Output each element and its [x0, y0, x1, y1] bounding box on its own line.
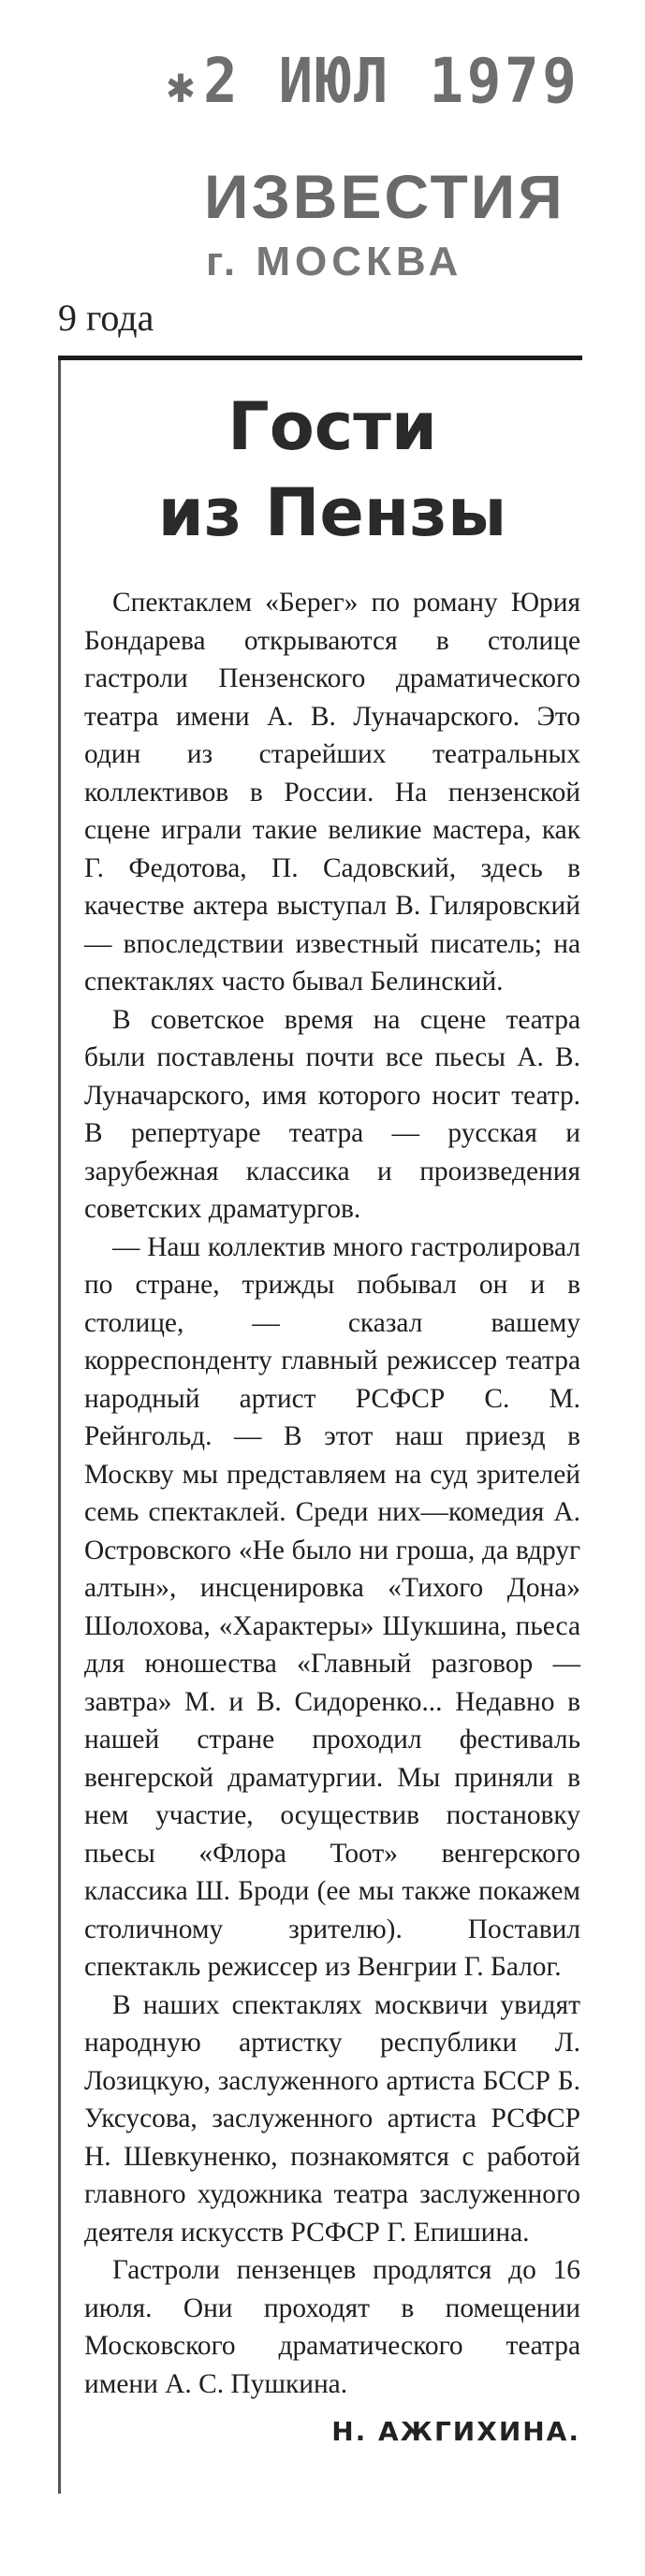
paragraph: В советское время на сцене театра были поставлены почти все пьесы А. В. Луначарского, имя которого носит театр. В репертуаре театра — русская и зарубежная классика и произведения советских драматургов. — [84, 1004, 580, 1224]
stamp-date — [167, 45, 579, 117]
stamp-newspaper-name: ИЗВЕСТИЯ — [204, 162, 565, 231]
star-icon: ✱ — [167, 55, 198, 114]
stamp-date-text: 2 ИЮЛ 1979 — [203, 45, 580, 117]
paragraph: — Наш коллектив много гастролировал по стране, трижды побывал он и в столице, — сказал вашему корреспонденту главный режиссер театра народный артист РСФСР С. М. Рейнгольд. — В этот наш приезд в Москву мы представляем на суд зрителей семь спектаклей. Среди них—комедия А. Островского «Не было ни гроша, да вдруг алтын», инсценировка «Тихого Дона» Шолохова, «Характеры» Шукшина, пьеса для юношества «Главный разговор — завтра» М. и В. Сидоренко... Недавно в нашей стране проходил фестиваль венгерской драматургии. Мы приняли в нем участие, осуществив постановку пьесы «Флора Тоот» венгерского классика Ш. Броди (ее мы также покажем столичному зрителю). Поставил спектакль режиссер из Венгрии Г. Балог. — [84, 1231, 580, 1982]
article — [84, 384, 580, 2447]
headline-line-1: Гости — [227, 388, 437, 465]
archive-stamp — [0, 0, 645, 318]
left-column-rule — [58, 360, 61, 2494]
paragraph: В наших спектаклях москвичи увидят народную артистку республики Л. Лозицкую, заслуженного артиста БССР Б. Уксусова, заслуженного артиста РСФСР Н. Шевкуненко, познакомятся с работой главного художника театра заслуженного деятеля искусств РСФСР Г. Епишина. — [84, 1989, 580, 2248]
paragraph: Гастроли пензенцев продлятся до 16 июля. Они проходят в помещении Московского драматического театра имени А. С. Пушкина. — [84, 2255, 580, 2399]
article-headline — [84, 384, 580, 556]
year-note: 9 года — [58, 297, 154, 339]
headline-line-2: из Пензы — [157, 474, 507, 551]
article-body — [84, 584, 580, 2403]
paragraph: Спектаклем «Берег» по роману Юрия Бондарева открываются в столице гастроли Пензенского драматического театра имени А. В. Луначарского. Это один из старейших театральных коллективов в России. На пензенской сцене играли такие великие мастера, как Г. Федотова, П. Садовский, здесь в качестве актера выступал В. Гиляровский — впоследствии известный писатель; на спектаклях часто бывал Белинский. — [84, 588, 580, 997]
top-divider — [58, 356, 582, 360]
stamp-city: г. МОСКВА — [206, 239, 463, 284]
author-signature: Н. АЖГИХИНА. — [331, 2416, 580, 2447]
